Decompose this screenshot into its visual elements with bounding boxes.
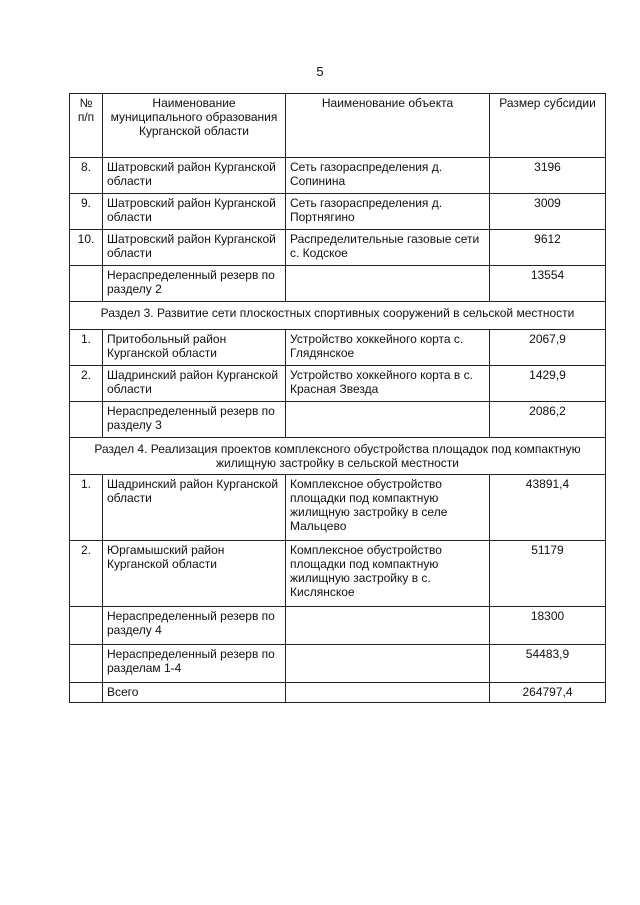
- table-row: [70, 230, 606, 266]
- table-row: [70, 330, 606, 366]
- row-municipality: Нераспределенный резерв по разделу 2: [103, 266, 286, 302]
- row-subsidy: 51179: [490, 541, 606, 607]
- row-object: Устройство хоккейного корта с. Глядянское: [286, 330, 490, 366]
- header-municipality: Наименование муниципального образования Курганской области: [103, 94, 286, 158]
- table-row: [70, 266, 606, 302]
- row-municipality: Нераспределенный резерв по разделу 4: [103, 607, 286, 645]
- row-object: Сеть газораспределения д. Сопинина: [286, 158, 490, 194]
- subsidy-table: [69, 93, 606, 703]
- table-row: [70, 158, 606, 194]
- row-num: [70, 683, 103, 703]
- row-subsidy: 264797,4: [490, 683, 606, 703]
- row-num: [70, 607, 103, 645]
- row-municipality: Нераспределенный резерв по разделу 3: [103, 402, 286, 438]
- header-num: № п/п: [70, 94, 103, 158]
- row-subsidy: 43891,4: [490, 475, 606, 541]
- row-municipality: Юргамышский район Курганской области: [103, 541, 286, 607]
- row-object: Комплексное обустройство площадки под компактную жилищную застройку в селе Мальцево: [286, 475, 490, 541]
- table-row: [70, 366, 606, 402]
- table-row: [70, 607, 606, 645]
- page-number: 5: [316, 64, 324, 79]
- row-municipality: Шатровский район Курганской области: [103, 194, 286, 230]
- row-subsidy: 13554: [490, 266, 606, 302]
- table-row: [70, 541, 606, 607]
- row-object: [286, 266, 490, 302]
- table-row: [70, 402, 606, 438]
- row-object: [286, 683, 490, 703]
- row-municipality: Шатровский район Курганской области: [103, 230, 286, 266]
- table-row: [70, 683, 606, 703]
- row-num: 1.: [70, 330, 103, 366]
- row-num: [70, 266, 103, 302]
- row-num: [70, 402, 103, 438]
- table-row: [70, 475, 606, 541]
- row-num: 9.: [70, 194, 103, 230]
- table-row: [70, 194, 606, 230]
- row-subsidy: 2067,9: [490, 330, 606, 366]
- row-num: 2.: [70, 366, 103, 402]
- row-object: [286, 645, 490, 683]
- row-municipality: Всего: [103, 683, 286, 703]
- row-municipality: Притобольный район Курганской области: [103, 330, 286, 366]
- row-num: 2.: [70, 541, 103, 607]
- section-4-title: Раздел 4. Реализация проектов комплексного обустройства площадок под компактную жилищную застройку в сельской местности: [70, 438, 606, 475]
- row-num: 1.: [70, 475, 103, 541]
- row-municipality: Нераспределенный резерв по разделам 1-4: [103, 645, 286, 683]
- section-3-title: Раздел 3. Развитие сети плоскостных спортивных сооружений в сельской местности: [70, 302, 606, 330]
- row-object: Устройство хоккейного корта в с. Красная Звезда: [286, 366, 490, 402]
- row-subsidy: 18300: [490, 607, 606, 645]
- row-num: 10.: [70, 230, 103, 266]
- section-row: [70, 302, 606, 330]
- row-object: Сеть газораспределения д. Портнягино: [286, 194, 490, 230]
- header-object: Наименование объекта: [286, 94, 490, 158]
- row-object: [286, 607, 490, 645]
- row-subsidy: 3196: [490, 158, 606, 194]
- row-municipality: Шатровский район Курганской области: [103, 158, 286, 194]
- table-header-row: [70, 94, 606, 158]
- row-municipality: Шадринский район Курганской области: [103, 366, 286, 402]
- table-row: [70, 645, 606, 683]
- row-object: Комплексное обустройство площадки под компактную жилищную застройку в с. Кислянское: [286, 541, 490, 607]
- row-subsidy: 1429,9: [490, 366, 606, 402]
- row-object: Распределительные газовые сети с. Кодское: [286, 230, 490, 266]
- row-subsidy: 3009: [490, 194, 606, 230]
- row-object: [286, 402, 490, 438]
- row-num: [70, 645, 103, 683]
- row-subsidy: 9612: [490, 230, 606, 266]
- header-subsidy: Размер субсидии: [490, 94, 606, 158]
- row-subsidy: 2086,2: [490, 402, 606, 438]
- section-row: [70, 438, 606, 475]
- row-municipality: Шадринский район Курганской области: [103, 475, 286, 541]
- row-num: 8.: [70, 158, 103, 194]
- row-subsidy: 54483,9: [490, 645, 606, 683]
